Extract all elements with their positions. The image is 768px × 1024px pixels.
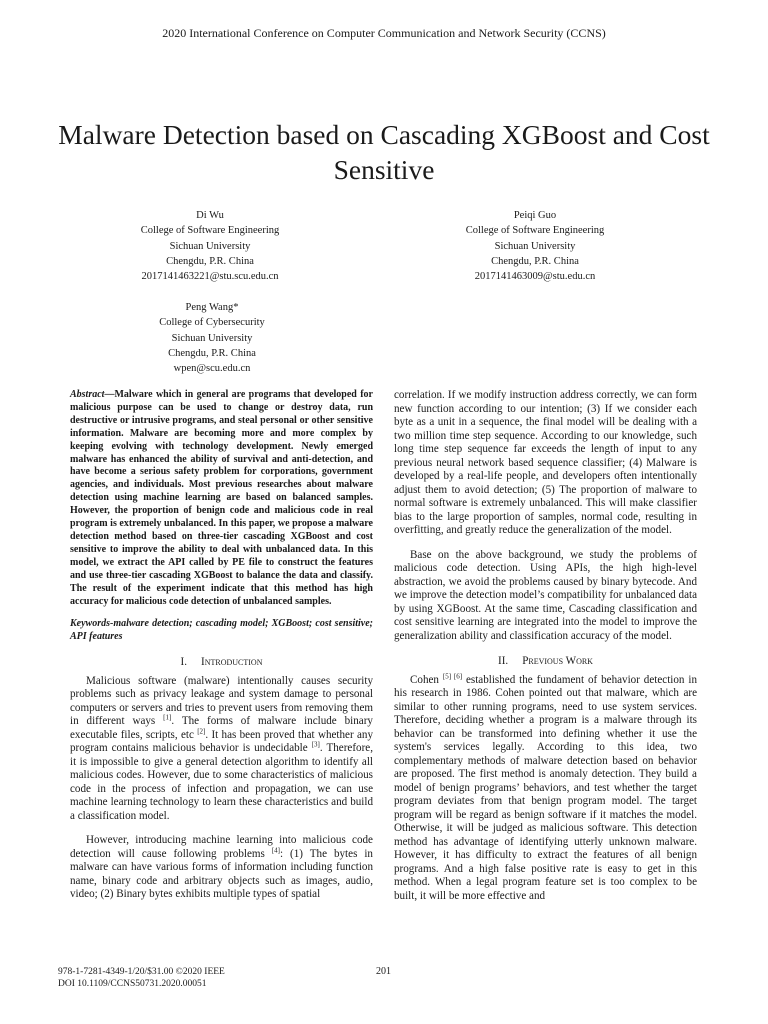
author-email: wpen@scu.edu.cn <box>173 363 251 375</box>
previous-work-paragraph-1: Cohen [5] [6] established the fundament of behavior detection in his research in 1986. Cohen pointed out that malware, which are similar to other running programs, need to use system services. Therefore, deciding whether a program is a malware through its behavior can be transformed into defining whether it use the system's services legally. According to this idea, two complementary methods of malware detection based on behavior are proposed. The first method is anomaly detection. They build a model of benign programs’ behaviors, and test whether the target program deviates from that benign program model. The target program will be regard as benign software if it matches the model. Otherwise, it will be judged as malicious software. This detection method has advantage of identifying utterly unknown malware. However, it has difficulty to extract the features of all benign programs. And a high false positive rate is easy to get in this method. When a legal program feature set is too complex to be built, it will be more effective and <box>394 671 697 902</box>
left-column <box>70 389 373 902</box>
author-name: Di Wu <box>196 210 224 221</box>
citation[interactable]: [4] <box>271 846 280 855</box>
right-column <box>394 389 697 903</box>
section-title: Introduction <box>201 656 263 669</box>
footer-isbn: 978-1-7281-4349-1/20/$31.00 ©2020 IEEE <box>58 967 225 977</box>
intro-paragraph-2-continued: correlation. If we modify instruction address correctly, we can form new function according to our intention; (3) If we consider each byte as a unit in a sequence, the final model will be dealing with a two million time step sequence. According to our knowledge, such long time step sequence far exceeds the length of input to any previous neural network based sequence classifier; (4) Malware is developed by a real-life people, and developers often intentionally adjust them to avoid detection; (5) The proportion of malware to normal software is extremely unbalanced. This will make classifier bias to the large proportion of samples, normal code, resulting in overfitting, and greatly reduce the generalization of the model. <box>394 389 697 536</box>
author-university: Sichuan University <box>171 332 253 344</box>
author-dept: College of Software Engineering <box>465 225 605 237</box>
keywords: Keywords-malware detection; cascading model; XGBoost; cost sensitive; API features <box>70 618 373 643</box>
intro-paragraph-2: However, introducing machine learning into malicious code detection will cause following problems [4]: (1) The bytes in malware can have various forms of information including function name, binary code and arbitrary objects such as images, audio, video; (2) Binary bytes exhibits multiple types of spatial <box>70 834 373 901</box>
citation[interactable]: [1] <box>163 713 172 722</box>
citation[interactable]: [3] <box>311 740 320 749</box>
author-city: Chengdu, P.R. China <box>168 347 256 359</box>
intro-paragraph-1: Malicious software (malware) intentionally causes security problems such as privacy leakage and system damage to personal computers or servers and tries to prevent users from removing them in different ways [1]. The forms of malware include binary executable files, scripts, etc [2]. It has been proved that whether any program contains malicious behavior is undecidable [3]. Therefore, it is impossible to give a general detection algorithm to identify all malicious codes. However, due to some characteristics of malicious code in the process of infection and propagation, we can use machine learning technology to learn these characteristics and build a classification model. <box>70 674 373 822</box>
footer-doi: DOI 10.1109/CCNS50731.2020.00051 <box>58 979 207 989</box>
author-name: Peiqi Guo <box>513 210 557 221</box>
author-dept: College of Cybersecurity <box>159 317 265 329</box>
section-heading-previous-work <box>394 655 697 669</box>
intro-paragraph-3: Base on the above background, we study the problems of malicious code detection. Using APIs, the high high-level abstraction, we avoid the problems caused by binary bytecode. And we improve the detection model’s compatibility for unbalanced data by using XGBoost. At the same time, Cascading classification and cost sensitive learning are integrated into the model to improve the generalization ability and classification accuracy of the model. <box>394 548 697 642</box>
author-university: Sichuan University <box>494 240 576 252</box>
citation[interactable]: [2] <box>197 727 206 736</box>
section-number: II. <box>498 655 509 667</box>
author-university: Sichuan University <box>169 240 251 252</box>
author-email: 2017141463009@stu.edu.cn <box>474 271 596 283</box>
abstract <box>70 389 373 608</box>
section-heading-introduction <box>70 656 373 670</box>
paper-title: Malware Detection based on Cascading XGBoost and Cost Sensitive <box>58 119 710 185</box>
abstract-text: —Malware which in general are programs that developed for malicious purpose can be used to change or destroy data, run destructive or intrusive programs, and steal personal or other sensitive information. Malware are becoming more and more complex by keeping evolving with technology development. Newly emerged malware has enhanced the ability of survival and anti-detection, and have become a serious safety problem for corporations, government agencies, and individuals. Most previous researches about malware detection using machine learning are based on balanced samples. However, the proportion of benign code and malicious code in real program is extremely unbalanced. In this paper, we propose a malware detection method based on three-tier cascading XGBoost and cost sensitive to improve the ability to deal with unbalanced data. In this model, we extract the API called by PE file to construct the features and use three-tier cascading XGBoost to balance the data and classify. The result of the experiment indicate that this method has high accuracy for malicious code detection of unbalanced samples. <box>70 389 373 607</box>
citation[interactable]: [5] [6] <box>442 671 463 680</box>
abstract-lead: Abstract <box>70 389 105 400</box>
author-dept: College of Software Engineering <box>140 225 280 237</box>
author-name: Peng Wang* <box>185 302 239 313</box>
conference-header: 2020 International Conference on Computer Communication and Network Security (CCNS) <box>162 26 606 40</box>
section-title: Previous Work <box>522 655 593 667</box>
author-block-1 <box>90 208 330 284</box>
author-city: Chengdu, P.R. China <box>166 255 254 267</box>
author-block-2 <box>415 208 655 284</box>
page-number: 201 <box>376 966 391 977</box>
footer-copyright <box>58 966 225 990</box>
author-city: Chengdu, P.R. China <box>491 255 579 267</box>
author-email: 2017141463221@stu.scu.edu.cn <box>141 271 279 283</box>
section-number: I. <box>180 656 187 669</box>
author-block-3 <box>92 300 332 376</box>
